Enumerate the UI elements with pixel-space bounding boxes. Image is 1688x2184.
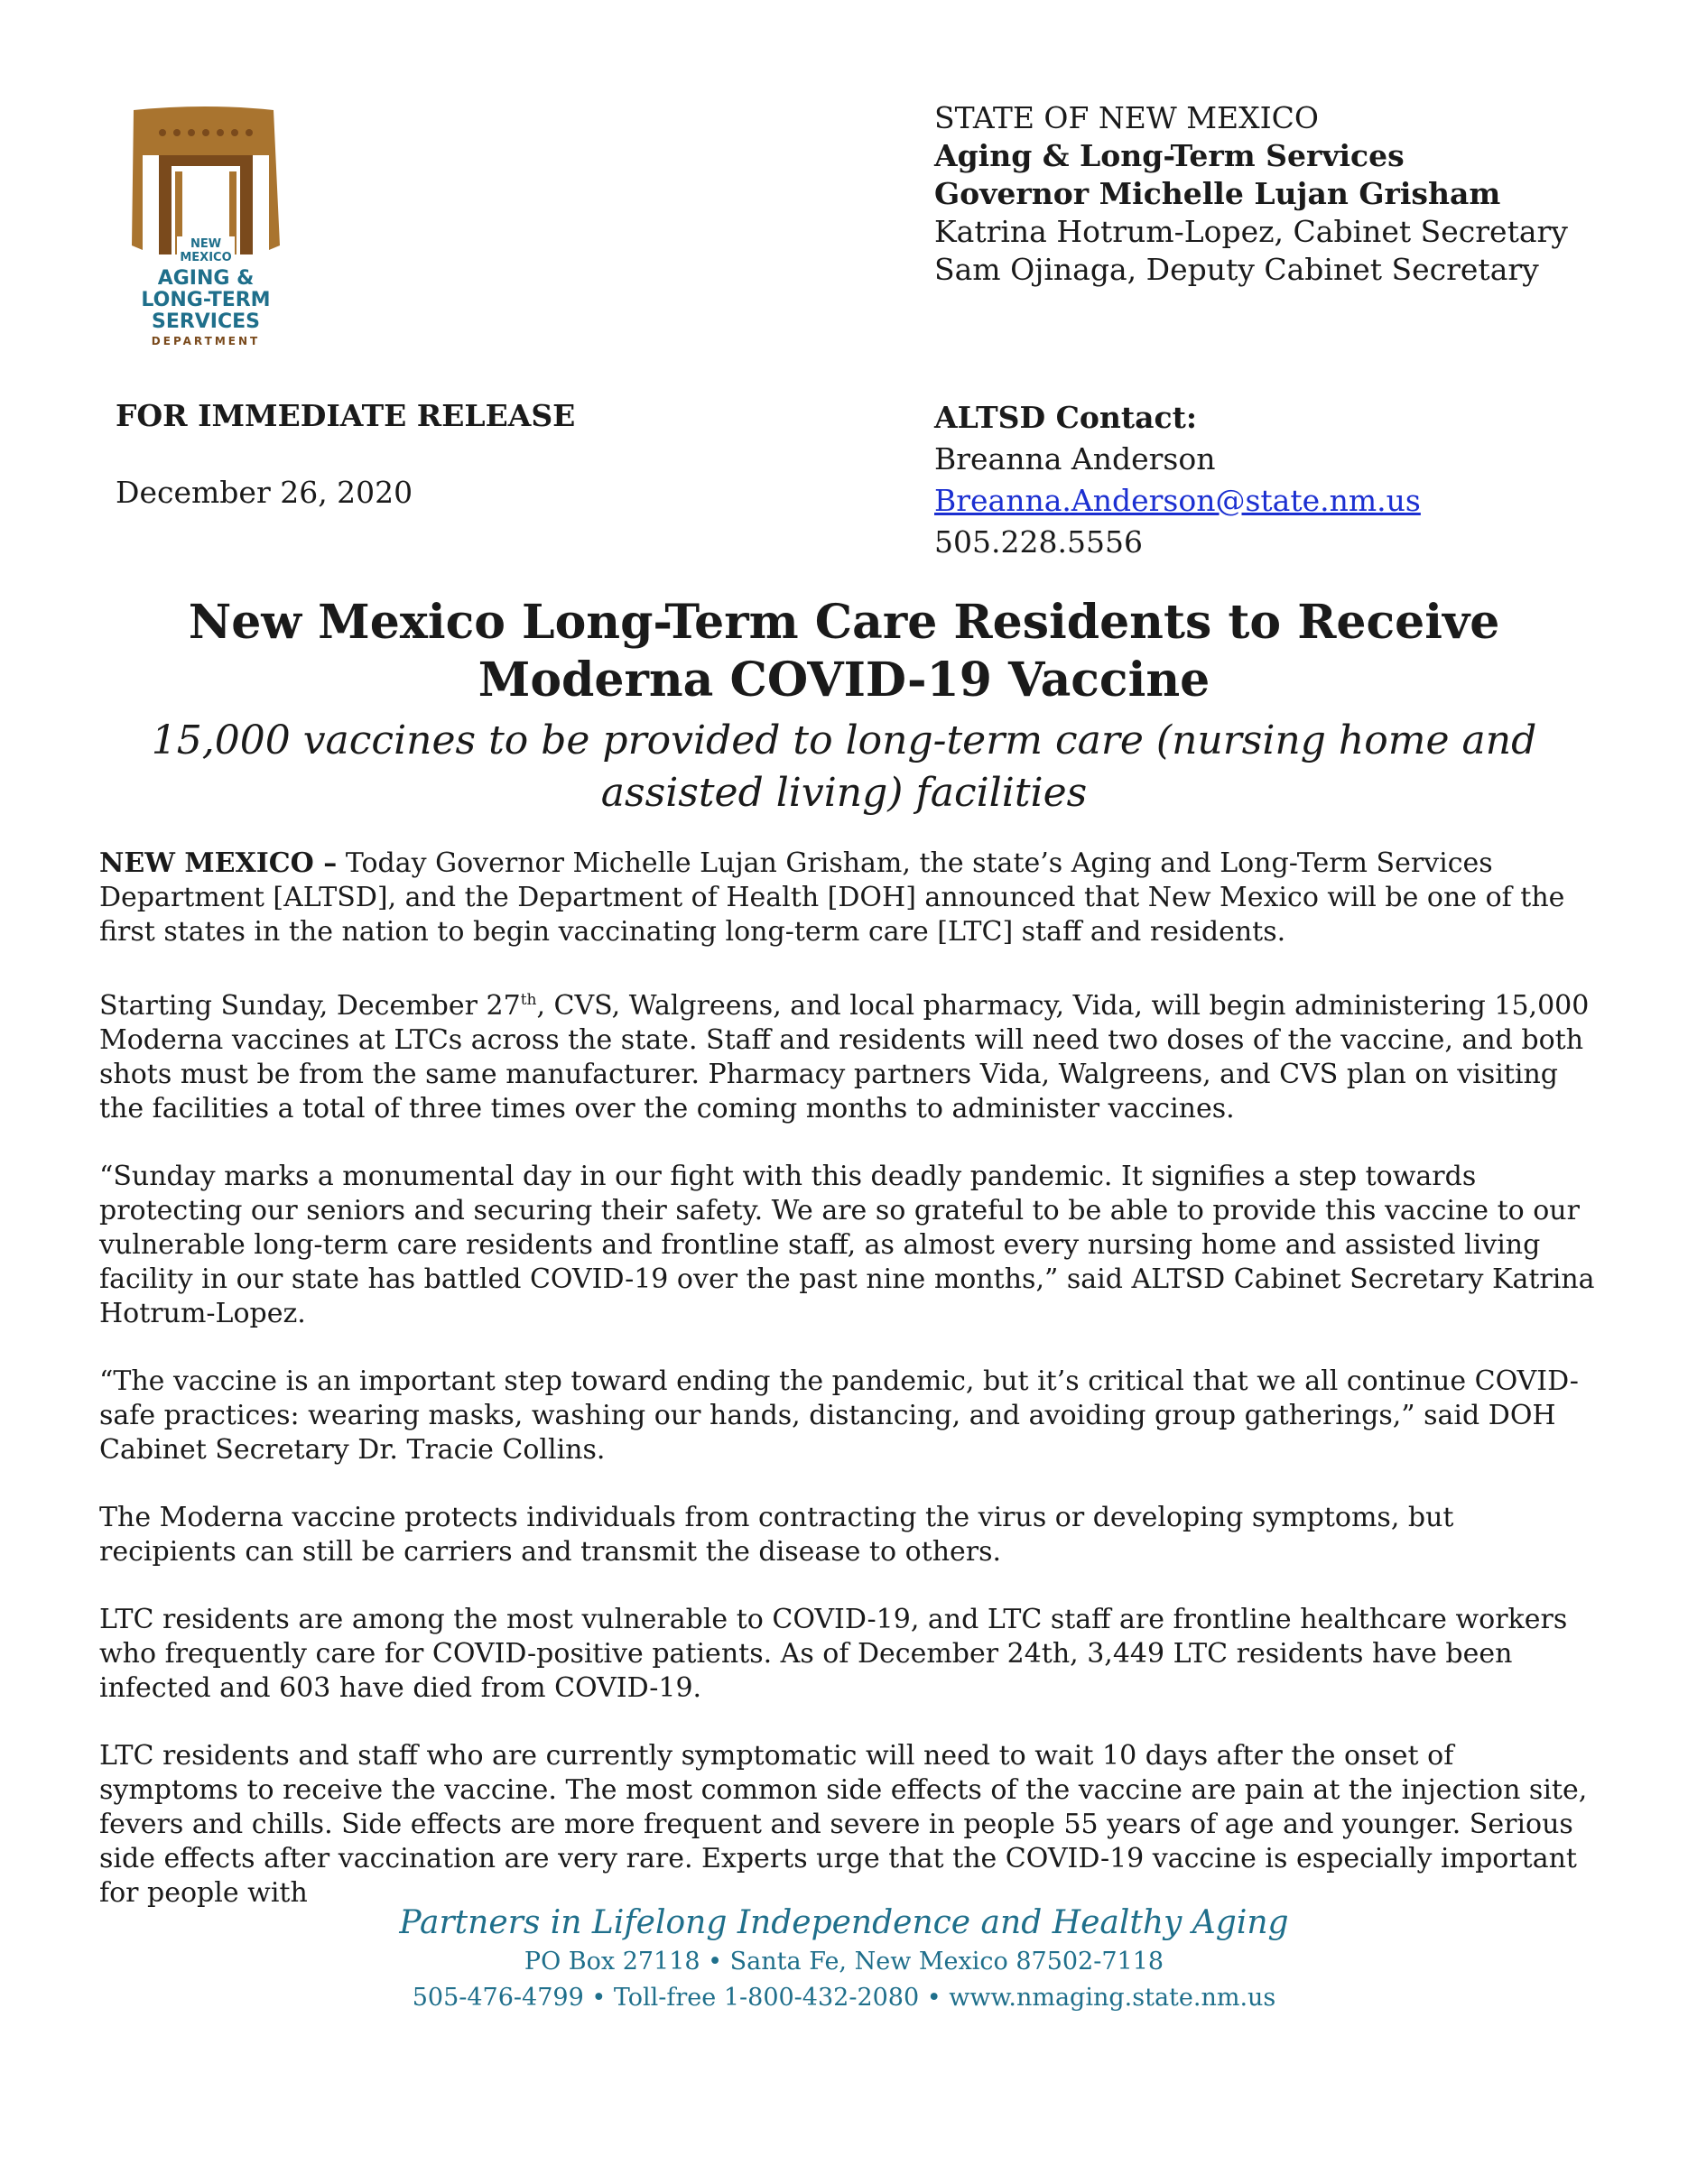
- cabinet-secretary: Katrina Hotrum-Lopez, Cabinet Secretary: [934, 214, 1568, 249]
- release-date: December 26, 2020: [116, 475, 413, 510]
- footer: [0, 1902, 1688, 2016]
- logo-line-services: SERVICES: [151, 310, 261, 333]
- paragraph-2-start: Starting Sunday, December 27: [99, 990, 521, 1022]
- press-release-title: New Mexico Long-Term Care Residents to Receive Moderna COVID-19 Vaccine: [188, 595, 1500, 708]
- paragraph-1-text: Today Governor Michelle Lujan Grisham, the state’s Aging and Long-Term Services Department [ALTSD], and the Department of Health [DOH] announced that New Mexico will be one of the first states in the nation to begin vaccinating long-term care [LTC] staff and residents.: [99, 847, 1565, 948]
- paragraph-3: “Sunday marks a monumental day in our fight with this deadly pandemic. It signifies a step towards protecting our seniors and securing their safety. We are so grateful to be able to provide this vaccine to our vulnerable long-term care residents and frontline staff, as almost every nursing home and assisted living facility in our state has battled COVID-19 over the past nine months,” said ALTSD Cabinet Secretary Katrina Hotrum-Lopez.: [99, 1161, 1595, 1329]
- press-release-body: [99, 847, 1598, 1944]
- contact-block: [934, 397, 1656, 563]
- logo-line-aging: AGING &: [157, 267, 255, 290]
- headline-block: [99, 594, 1589, 819]
- press-release-subtitle: 15,000 vaccines to be provided to long-term care (nursing home and assisted living) facilities: [151, 717, 1537, 816]
- agency-header: [934, 99, 1656, 289]
- paragraph-5: The Moderna vaccine protects individuals from contracting the virus or developing symptoms, but recipients can still be carriers and transmit the disease to others.: [99, 1502, 1454, 1568]
- ordinal-suffix: th: [520, 991, 537, 1009]
- contact-email-link[interactable]: Breanna.Anderson@state.nm.us: [934, 483, 1421, 518]
- altsd-logo: [116, 101, 296, 354]
- paragraph-4: “The vaccine is an important step toward ending the pandemic, but it’s critical that we all continue COVID-safe practices: wearing masks, washing our hands, distancing, and avoiding group gatherings,” said DOH Cabinet Secretary Dr. Tracie Collins.: [99, 1365, 1579, 1466]
- contact-phone: 505.228.5556: [934, 524, 1143, 560]
- dateline: NEW MEXICO –: [99, 847, 338, 879]
- footer-phones: 505-476-4799 • Toll-free 1-800-432-2080 • www.nmaging.state.nm.us: [412, 1984, 1276, 2012]
- paragraph-7: LTC residents and staff who are currently symptomatic will need to wait 10 days after the onset of symptoms to receive the vaccine. The most common side effects of the vaccine are pain at the injection site, fevers and chills. Side effects are more frequent and severe in people 55 years of age and younger. Serious side effects after vaccination are very rare. Experts urge that the COVID-19 vaccine is especially important for people with: [99, 1740, 1588, 1909]
- paragraph-2-rest: , CVS, Walgreens, and local pharmacy, Vida, will begin administering 15,000 Moderna vaccines at LTCs across the state. Staff and residents will need two doses of the vaccine, and both shots must be from the same manufacturer. Pharmacy partners Vida, Walgreens, and CVS plan on visiting the facilities a total of three times over the coming months to administer vaccines.: [99, 990, 1590, 1124]
- logo-line-department: DEPARTMENT: [151, 335, 261, 347]
- department-name: Aging & Long-Term Services: [934, 138, 1405, 173]
- logo-line-new: NEW: [190, 237, 222, 251]
- footer-address: PO Box 27118 • Santa Fe, New Mexico 87502-7118: [524, 1948, 1164, 1976]
- paragraph-2: [99, 983, 1598, 1126]
- state-name: STATE OF NEW MEXICO: [934, 100, 1319, 135]
- contact-name: Breanna Anderson: [934, 441, 1216, 477]
- release-label: FOR IMMEDIATE RELEASE: [116, 398, 576, 433]
- governor-name: Governor Michelle Lujan Grisham: [934, 176, 1501, 211]
- contact-label: ALTSD Contact:: [934, 400, 1198, 435]
- paragraph-6: LTC residents are among the most vulnerable to COVID-19, and LTC staff are frontline healthcare workers who frequently care for COVID-positive patients. As of December 24th, 3,449 LTC residents have been infected and 603 have died from COVID-19.: [99, 1604, 1568, 1704]
- paragraph-1: [99, 847, 1598, 949]
- footer-tagline: Partners in Lifelong Independence and Healthy Aging: [399, 1904, 1289, 1941]
- deputy-secretary: Sam Ojinaga, Deputy Cabinet Secretary: [934, 252, 1539, 287]
- logo-line-mexico: MEXICO: [180, 251, 232, 264]
- logo-line-longterm: LONG-TERM: [141, 289, 271, 311]
